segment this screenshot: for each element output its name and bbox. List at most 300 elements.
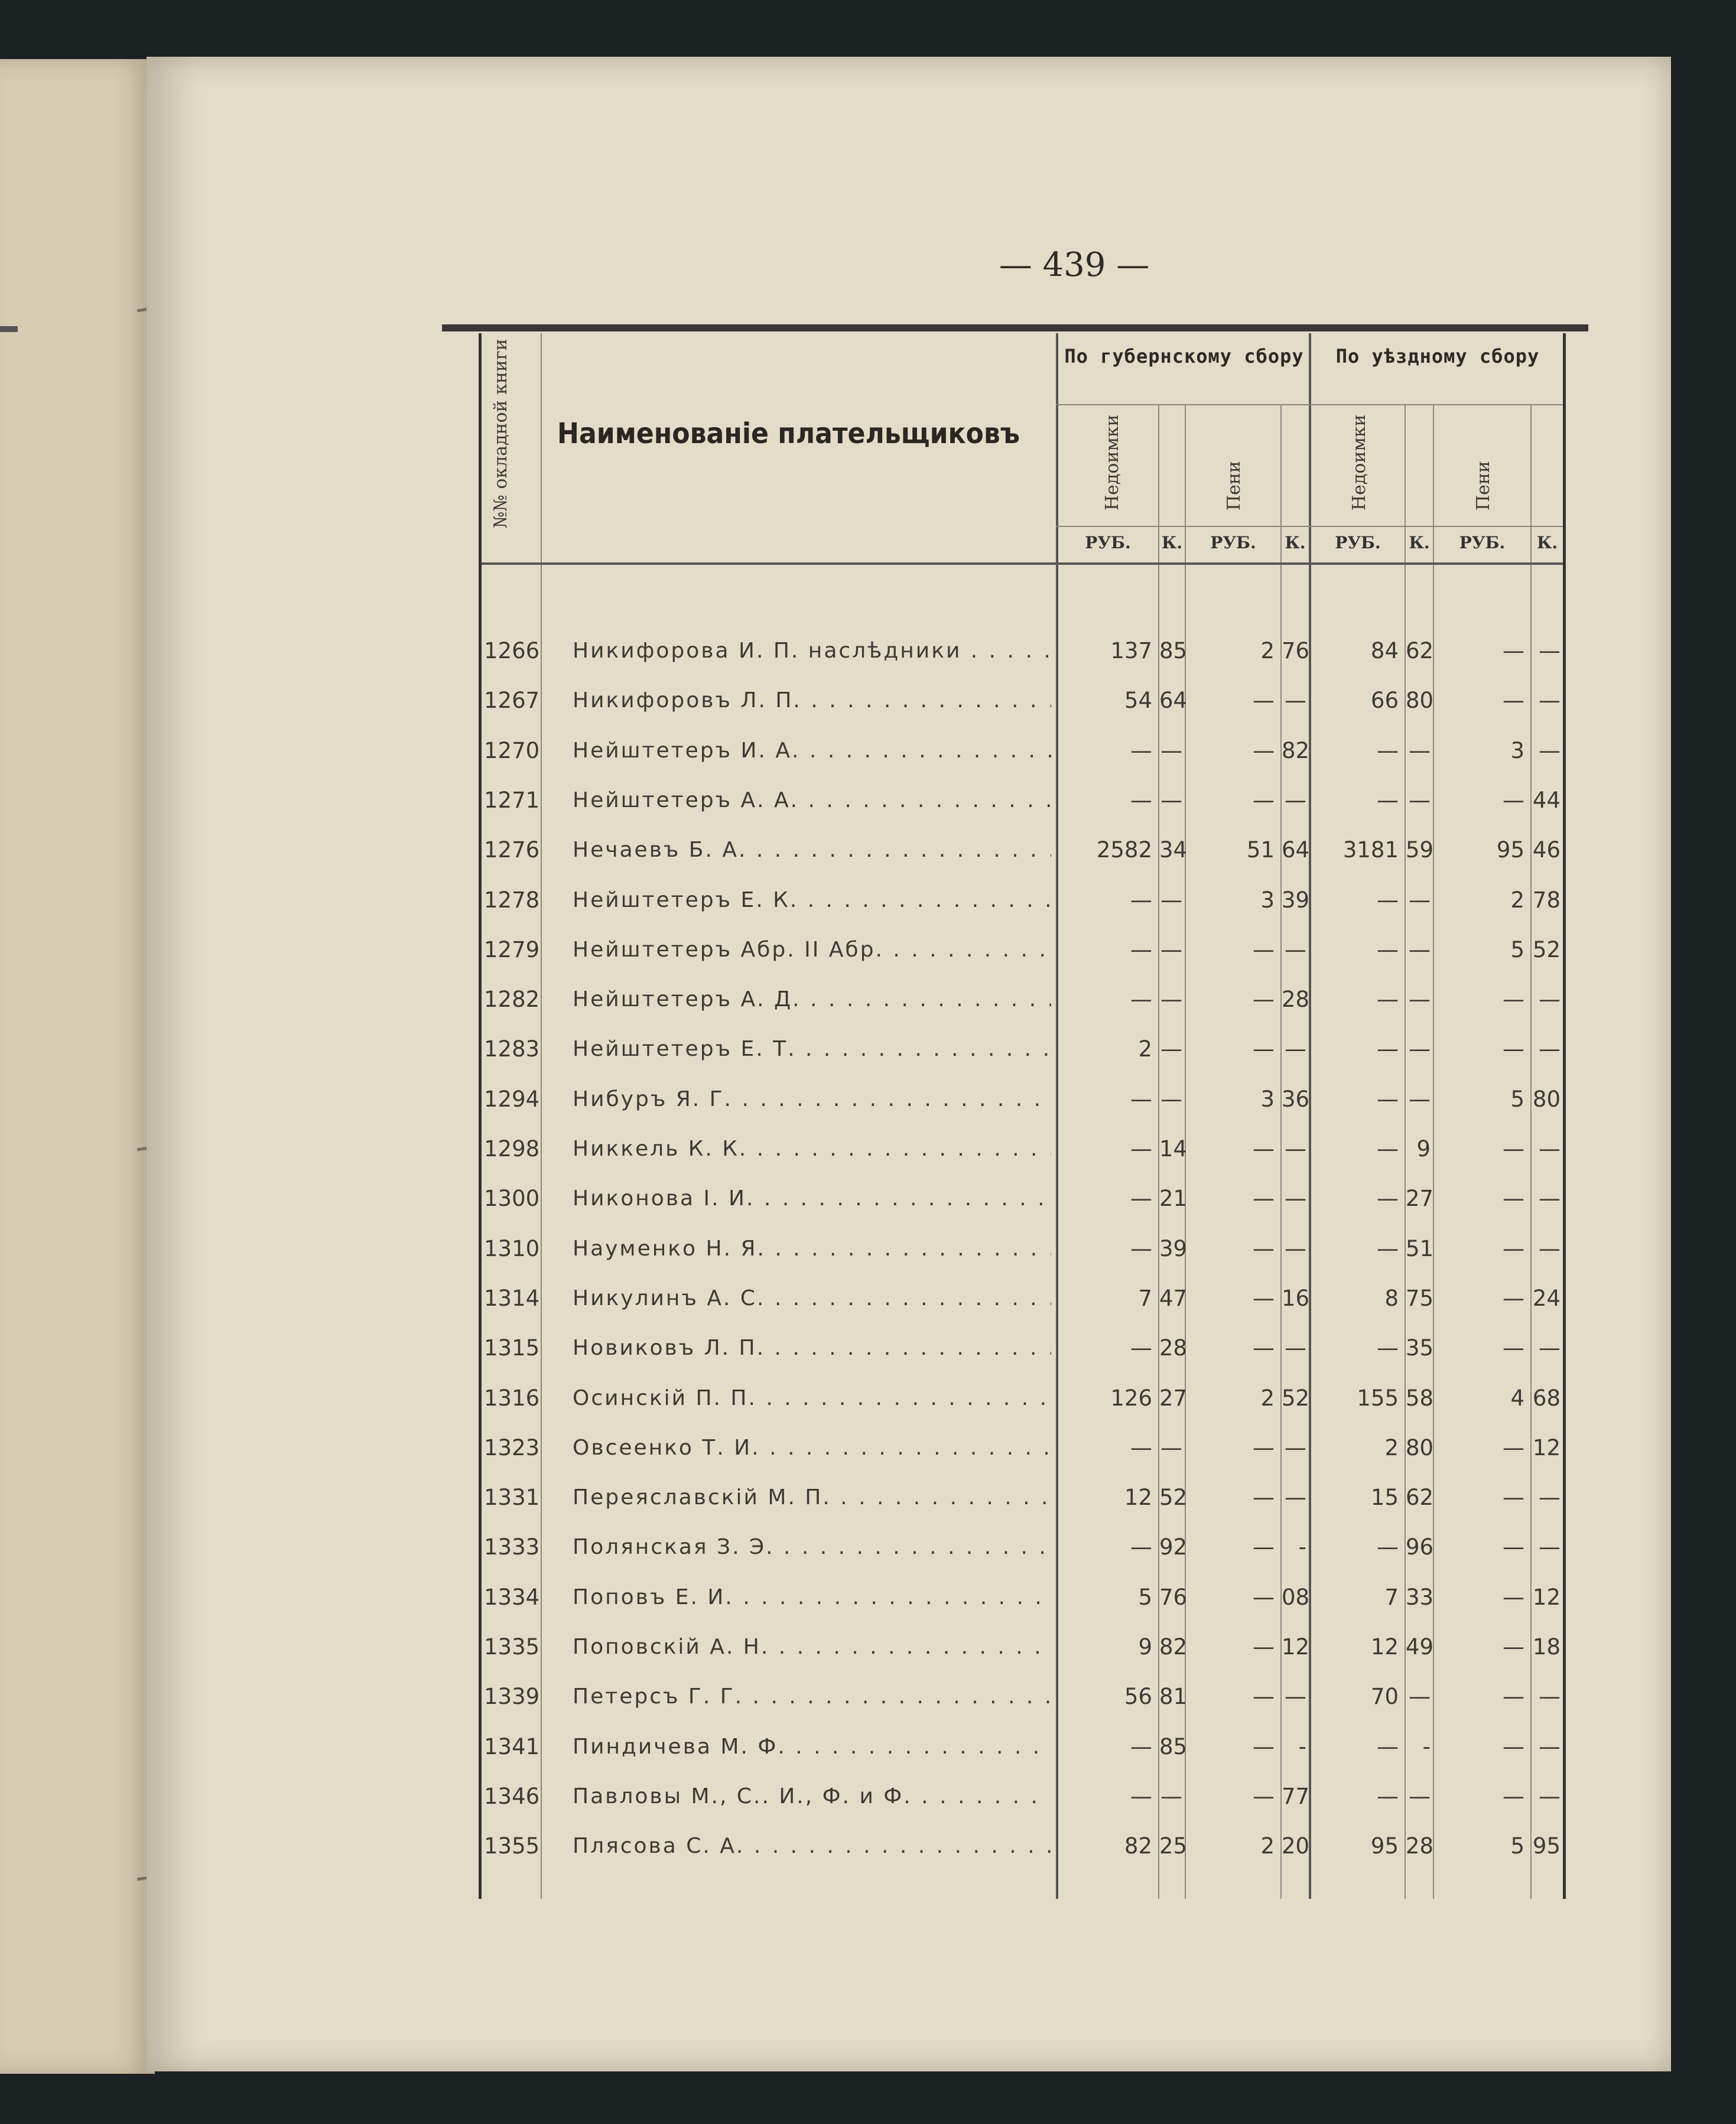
gub-nedoimki-rub-cell: — bbox=[1130, 1534, 1152, 1560]
gub-peni-kop-cell: 16 bbox=[1282, 1285, 1310, 1311]
gub-peni-kop-cell: — bbox=[1285, 1235, 1306, 1261]
book-number-cell: 1310 bbox=[484, 1235, 540, 1261]
table-row bbox=[482, 776, 1563, 825]
table-row bbox=[482, 825, 1563, 875]
payer-name-cell: Нейштетеръ Е. Т. . . . bbox=[573, 1024, 1051, 1074]
gub-peni-kop-cell: — bbox=[1285, 1186, 1306, 1212]
table-row bbox=[482, 1821, 1563, 1871]
uezd-nedoimki-kop-cell: 33 bbox=[1406, 1584, 1434, 1610]
uezd-peni-header: Пени bbox=[1473, 461, 1494, 510]
gub-peni-kop-cell: 77 bbox=[1282, 1783, 1310, 1809]
uezd-peni-rub-cell: — bbox=[1503, 1036, 1524, 1062]
uezd-peni-kop-cell: 44 bbox=[1532, 787, 1561, 813]
uezd-peni-kop-cell: — bbox=[1539, 987, 1561, 1013]
table-row bbox=[482, 1323, 1563, 1373]
gub-peni-kop-cell: 20 bbox=[1282, 1833, 1310, 1859]
table-row bbox=[482, 876, 1563, 925]
uezd-peni-rub-cell: — bbox=[1503, 1485, 1524, 1511]
gub-nedoimki-kop-cell: 27 bbox=[1159, 1385, 1188, 1411]
payer-name-cell: Нибуръ Я. Г. . . . bbox=[573, 1075, 1051, 1124]
uezd-nedoimki-rub-cell: 95 bbox=[1370, 1833, 1399, 1859]
gub-nedoimki-rub-cell: 82 bbox=[1124, 1833, 1152, 1859]
uezd-peni-rub-cell: — bbox=[1503, 1534, 1524, 1560]
gub-peni-kop-cell: — bbox=[1285, 1435, 1306, 1461]
uezd-peni-rub-cell: — bbox=[1503, 1684, 1524, 1710]
uezd-peni-rub-cell: — bbox=[1503, 987, 1524, 1013]
uezd-peni-rub-cell: — bbox=[1503, 1186, 1524, 1212]
gub-peni-rub-cell: — bbox=[1253, 936, 1275, 962]
book-number-cell: 1278 bbox=[484, 887, 540, 913]
book-number-cell: 1266 bbox=[484, 638, 540, 663]
gub-nedoimki-kop-cell: 92 bbox=[1159, 1534, 1188, 1560]
gub-nedoimki-kop-cell: 85 bbox=[1159, 638, 1188, 663]
uezd-nedoimki-kop-cell: 62 bbox=[1406, 638, 1434, 663]
gub-peni-kop-cell: - bbox=[1298, 1534, 1306, 1560]
uezd-peni-kop-cell: — bbox=[1539, 1036, 1561, 1062]
kop-subheader: К. bbox=[1161, 533, 1183, 552]
kop-subheader: К. bbox=[1285, 533, 1306, 552]
payer-name-cell: Полянская З. Э. . . . bbox=[573, 1523, 1051, 1572]
payer-name-cell: Поповъ Е. И. . . . bbox=[573, 1573, 1051, 1622]
payer-name-cell: Новиковъ Л. П. . . . bbox=[573, 1323, 1051, 1373]
uezd-nedoimki-kop-cell: 59 bbox=[1406, 837, 1434, 863]
uezd-peni-kop-cell: — bbox=[1539, 1136, 1561, 1162]
uezd-peni-rub-cell: 95 bbox=[1496, 837, 1524, 863]
table-row bbox=[482, 1772, 1563, 1821]
uezd-nedoimki-rub-cell: 84 bbox=[1370, 638, 1399, 663]
gub-nedoimki-kop-cell: 25 bbox=[1159, 1833, 1188, 1859]
gub-nedoimki-kop-cell: 28 bbox=[1159, 1335, 1188, 1361]
gub-nedoimki-header: Недоимки bbox=[1102, 414, 1123, 510]
gub-peni-kop-cell: — bbox=[1285, 787, 1306, 813]
uezd-peni-kop-cell: 46 bbox=[1532, 837, 1561, 863]
gub-nedoimki-kop-cell: 64 bbox=[1159, 688, 1188, 714]
top-rule bbox=[442, 324, 1588, 331]
gub-peni-kop-cell: — bbox=[1285, 936, 1306, 962]
uezd-peni-rub-cell: — bbox=[1503, 1285, 1524, 1311]
uezd-peni-rub-cell: — bbox=[1503, 1584, 1524, 1610]
payer-name-cell: Нечаевъ Б. А. . . . bbox=[573, 825, 1051, 875]
uezd-peni-kop-cell: — bbox=[1539, 737, 1561, 763]
uezd-nedoimki-header: Недоимки bbox=[1349, 414, 1370, 510]
payer-name-cell: Никифоровъ Л. П. . . . bbox=[573, 676, 1051, 726]
kop-subheader: К. bbox=[1409, 533, 1430, 552]
uezd-nedoimki-rub-cell: — bbox=[1377, 1783, 1399, 1809]
uezd-peni-rub-cell: 2 bbox=[1510, 887, 1524, 913]
uezd-nedoimki-rub-cell: — bbox=[1377, 737, 1399, 763]
book-number-cell: 1315 bbox=[484, 1335, 540, 1361]
table-row bbox=[482, 925, 1563, 975]
gub-nedoimki-kop-cell: 76 bbox=[1159, 1584, 1188, 1610]
payer-name-cell: Павловы М., С.. И., Ф. и Ф. . . . bbox=[573, 1772, 1051, 1821]
payer-name-cell: Нейштетеръ И. А. . . . bbox=[573, 726, 1051, 776]
payer-name-cell: Переяславскій М. П. . . . bbox=[573, 1473, 1051, 1523]
payer-name-cell: Никулинъ А. С. . . . bbox=[573, 1274, 1051, 1323]
gub-nedoimki-rub-cell: — bbox=[1130, 887, 1152, 913]
uezd-peni-kop-cell: 80 bbox=[1532, 1086, 1561, 1112]
uezd-nedoimki-rub-cell: 155 bbox=[1357, 1385, 1399, 1411]
book-number-cell: 1333 bbox=[484, 1534, 540, 1560]
uezd-nedoimki-kop-cell: 80 bbox=[1406, 688, 1434, 714]
uezd-nedoimki-kop-cell: 9 bbox=[1416, 1136, 1431, 1162]
uezd-peni-rub-cell: — bbox=[1503, 1634, 1524, 1660]
uezd-peni-rub-cell: — bbox=[1503, 1335, 1524, 1361]
uezd-peni-rub-cell: 5 bbox=[1510, 936, 1524, 962]
page bbox=[147, 57, 1671, 2071]
uezd-nedoimki-kop-cell: — bbox=[1409, 1086, 1431, 1112]
book-number-cell: 1271 bbox=[484, 787, 540, 813]
book-number-cell: 1294 bbox=[484, 1086, 540, 1112]
gub-peni-rub-cell: 2 bbox=[1260, 1385, 1275, 1411]
uezd-nedoimki-rub-cell: — bbox=[1377, 1036, 1399, 1062]
book-number-cell: 1267 bbox=[484, 688, 540, 714]
uezd-nedoimki-rub-cell: — bbox=[1377, 936, 1399, 962]
uezd-nedoimki-rub-cell: — bbox=[1377, 1235, 1399, 1261]
uezd-nedoimki-rub-cell: 70 bbox=[1370, 1684, 1399, 1710]
gub-nedoimki-kop-cell: 85 bbox=[1159, 1733, 1188, 1759]
table-row bbox=[482, 726, 1563, 776]
payer-name-cell: Петерсъ Г. Г. . . . bbox=[573, 1672, 1051, 1722]
left-page-rule bbox=[0, 326, 18, 332]
table-row bbox=[482, 1075, 1563, 1124]
uezd-nedoimki-rub-cell: — bbox=[1377, 1086, 1399, 1112]
gub-peni-kop-cell: 39 bbox=[1282, 887, 1310, 913]
uezd-nedoimki-rub-cell: — bbox=[1377, 987, 1399, 1013]
uezd-peni-kop-cell: 52 bbox=[1532, 936, 1561, 962]
uezd-nedoimki-rub-cell: 15 bbox=[1370, 1485, 1399, 1511]
gub-peni-kop-cell: 82 bbox=[1282, 737, 1310, 763]
book-number-cell: 1335 bbox=[484, 1634, 540, 1660]
payers-name-header: Наименованіе плательщиковъ bbox=[557, 417, 1020, 450]
payer-name-cell: Нейштетеръ А. А. . . . bbox=[573, 776, 1051, 825]
gub-peni-kop-cell: - bbox=[1298, 1733, 1306, 1759]
kop-subheader: К. bbox=[1536, 533, 1558, 552]
gub-nedoimki-kop-cell: — bbox=[1160, 1086, 1182, 1112]
header-divider bbox=[1056, 526, 1563, 527]
table-row bbox=[482, 1423, 1563, 1473]
table-row bbox=[482, 676, 1563, 726]
uezd-peni-kop-cell: — bbox=[1539, 1684, 1561, 1710]
uezd-peni-rub-cell: — bbox=[1503, 1435, 1524, 1461]
table-row bbox=[482, 1573, 1563, 1622]
uezd-peni-rub-cell: 5 bbox=[1510, 1086, 1524, 1112]
rub-subheader: РУБ. bbox=[1335, 533, 1381, 552]
table-row bbox=[482, 1124, 1563, 1174]
uezd-nedoimki-rub-cell: — bbox=[1377, 1733, 1399, 1759]
gub-peni-kop-cell: 12 bbox=[1282, 1634, 1310, 1660]
book-number-cell: 1298 bbox=[484, 1136, 540, 1162]
payer-name-cell: Никифорова И. П. наслѣдники . . . bbox=[573, 626, 1051, 676]
uezd-nedoimki-rub-cell: — bbox=[1377, 1186, 1399, 1212]
payer-name-cell: Поповскій А. Н. . . . bbox=[573, 1622, 1051, 1672]
rub-subheader: РУБ. bbox=[1085, 533, 1131, 552]
table-row bbox=[482, 1174, 1563, 1224]
gub-peni-rub-cell: — bbox=[1253, 1783, 1275, 1809]
gub-peni-rub-cell: — bbox=[1253, 1435, 1275, 1461]
gub-nedoimki-rub-cell: 56 bbox=[1124, 1684, 1152, 1710]
gub-peni-kop-cell: 52 bbox=[1282, 1385, 1310, 1411]
table-row bbox=[482, 1374, 1563, 1423]
gub-peni-rub-cell: — bbox=[1253, 1335, 1275, 1361]
table-row bbox=[482, 1672, 1563, 1722]
gub-nedoimki-kop-cell: — bbox=[1160, 987, 1182, 1013]
uezd-peni-rub-cell: — bbox=[1503, 787, 1524, 813]
uezd-nedoimki-kop-cell: — bbox=[1409, 1684, 1431, 1710]
gub-nedoimki-rub-cell: — bbox=[1130, 737, 1152, 763]
table-row bbox=[482, 1274, 1563, 1323]
uezd-peni-kop-cell: 78 bbox=[1532, 887, 1561, 913]
uezd-nedoimki-kop-cell: 80 bbox=[1406, 1435, 1434, 1461]
gub-peni-rub-cell: — bbox=[1253, 1684, 1275, 1710]
gub-peni-rub-cell: — bbox=[1253, 1285, 1275, 1311]
table-row bbox=[482, 1473, 1563, 1523]
uezd-nedoimki-kop-cell: 75 bbox=[1406, 1285, 1434, 1311]
gub-peni-rub-cell: — bbox=[1253, 1584, 1275, 1610]
uezd-peni-kop-cell: 95 bbox=[1532, 1833, 1561, 1859]
uezd-nedoimki-kop-cell: — bbox=[1409, 1783, 1431, 1809]
book-number-cell: 1279 bbox=[484, 936, 540, 962]
uezd-peni-kop-cell: — bbox=[1539, 1534, 1561, 1560]
book-number-cell: 1341 bbox=[484, 1733, 540, 1759]
uezd-nedoimki-kop-cell: - bbox=[1422, 1733, 1431, 1759]
gub-nedoimki-kop-cell: 14 bbox=[1159, 1136, 1188, 1162]
payer-name-cell: Нейштетеръ А. Д. . . . bbox=[573, 975, 1051, 1024]
uezd-nedoimki-kop-cell: — bbox=[1409, 936, 1431, 962]
uezd-peni-rub-cell: 3 bbox=[1510, 737, 1524, 763]
gub-nedoimki-rub-cell: 137 bbox=[1110, 638, 1152, 663]
gub-nedoimki-kop-cell: 34 bbox=[1159, 837, 1188, 863]
book-number-cell: 1316 bbox=[484, 1385, 540, 1411]
gub-nedoimki-rub-cell: 9 bbox=[1138, 1634, 1152, 1660]
rub-subheader: РУБ. bbox=[1459, 533, 1506, 552]
gub-peni-rub-cell: — bbox=[1253, 987, 1275, 1013]
gub-nedoimki-rub-cell: — bbox=[1130, 1335, 1152, 1361]
table-row bbox=[482, 1722, 1563, 1772]
uezd-peni-kop-cell: 68 bbox=[1532, 1385, 1561, 1411]
gub-peni-kop-cell: 36 bbox=[1282, 1086, 1310, 1112]
uezd-peni-kop-cell: 24 bbox=[1532, 1285, 1561, 1311]
uezd-peni-kop-cell: — bbox=[1539, 1186, 1561, 1212]
gub-peni-rub-cell: 51 bbox=[1246, 837, 1275, 863]
uezd-peni-kop-cell: — bbox=[1539, 638, 1561, 663]
book-number-cell: 1270 bbox=[484, 737, 540, 763]
gub-peni-rub-cell: 2 bbox=[1260, 1833, 1275, 1859]
gub-peni-kop-cell: 08 bbox=[1282, 1584, 1310, 1610]
uezd-nedoimki-kop-cell: 58 bbox=[1406, 1385, 1434, 1411]
payer-name-cell: Пиндичева М. Ф. . . . bbox=[573, 1722, 1051, 1772]
uezd-peni-rub-cell: — bbox=[1503, 1235, 1524, 1261]
gub-peni-rub-cell: 3 bbox=[1260, 1086, 1275, 1112]
payer-name-cell: Никонова І. И. . . . bbox=[573, 1174, 1051, 1224]
book-number-cell: 1282 bbox=[484, 987, 540, 1013]
gub-peni-rub-cell: — bbox=[1253, 1186, 1275, 1212]
gub-nedoimki-kop-cell: 82 bbox=[1159, 1634, 1188, 1660]
gub-peni-rub-cell: — bbox=[1253, 1235, 1275, 1261]
ledger-table bbox=[479, 333, 1566, 1899]
book-number-cell: 1355 bbox=[484, 1833, 540, 1859]
gub-peni-header: Пени bbox=[1224, 461, 1244, 510]
gub-nedoimki-rub-cell: — bbox=[1130, 1235, 1152, 1261]
gub-peni-rub-cell: — bbox=[1253, 1733, 1275, 1759]
uezd-nedoimki-kop-cell: 28 bbox=[1406, 1833, 1434, 1859]
book-number-cell: 1339 bbox=[484, 1684, 540, 1710]
gub-peni-rub-cell: — bbox=[1253, 1534, 1275, 1560]
uezd-nedoimki-rub-cell: 66 bbox=[1370, 688, 1399, 714]
gub-peni-kop-cell: — bbox=[1285, 688, 1306, 714]
gub-nedoimki-rub-cell: — bbox=[1130, 987, 1152, 1013]
page-number: — 439 — bbox=[999, 246, 1150, 284]
uezd-nedoimki-kop-cell: — bbox=[1409, 737, 1431, 763]
gub-nedoimki-kop-cell: — bbox=[1160, 1783, 1182, 1809]
gub-peni-kop-cell: 76 bbox=[1282, 638, 1310, 663]
uezd-peni-kop-cell: 12 bbox=[1532, 1584, 1561, 1610]
uezd-peni-rub-cell: 4 bbox=[1510, 1385, 1524, 1411]
payer-name-cell: Никкель К. К. . . . bbox=[573, 1124, 1051, 1174]
gub-nedoimki-kop-cell: 21 bbox=[1159, 1186, 1188, 1212]
gub-nedoimki-rub-cell: — bbox=[1130, 1136, 1152, 1162]
gub-peni-rub-cell: 2 bbox=[1260, 638, 1275, 663]
gub-nedoimki-kop-cell: 81 bbox=[1159, 1684, 1188, 1710]
gub-nedoimki-rub-cell: 54 bbox=[1124, 688, 1152, 714]
left-page-edge bbox=[0, 59, 155, 2074]
gub-peni-kop-cell: — bbox=[1285, 1136, 1306, 1162]
gub-peni-rub-cell: — bbox=[1253, 787, 1275, 813]
gub-nedoimki-rub-cell: 12 bbox=[1124, 1485, 1152, 1511]
uezd-nedoimki-kop-cell: 49 bbox=[1406, 1634, 1434, 1660]
gub-peni-kop-cell: — bbox=[1285, 1335, 1306, 1361]
gub-peni-kop-cell: — bbox=[1285, 1485, 1306, 1511]
uezd-peni-kop-cell: 18 bbox=[1532, 1634, 1561, 1660]
gub-peni-rub-cell: — bbox=[1253, 688, 1275, 714]
gub-nedoimki-rub-cell: — bbox=[1130, 787, 1152, 813]
payer-name-cell: Плясова С. А. . . . bbox=[573, 1821, 1051, 1871]
gub-nedoimki-rub-cell: — bbox=[1130, 1186, 1152, 1212]
payer-name-cell: Осинскій П. П. . . . bbox=[573, 1374, 1051, 1423]
uezd-peni-kop-cell: — bbox=[1539, 1783, 1561, 1809]
uezd-peni-kop-cell: — bbox=[1539, 688, 1561, 714]
gub-nedoimki-rub-cell: — bbox=[1130, 1086, 1152, 1112]
table-row bbox=[482, 626, 1563, 676]
uezd-peni-kop-cell: 12 bbox=[1532, 1435, 1561, 1461]
book-number-cell: 1323 bbox=[484, 1435, 540, 1461]
table-row bbox=[482, 1224, 1563, 1274]
uezd-peni-kop-cell: — bbox=[1539, 1235, 1561, 1261]
header-divider bbox=[1056, 404, 1563, 405]
gub-peni-kop-cell: — bbox=[1285, 1036, 1306, 1062]
book-number-header: №№ окладной книги bbox=[490, 339, 511, 528]
uezd-nedoimki-kop-cell: — bbox=[1409, 887, 1431, 913]
book-number-cell: 1334 bbox=[484, 1584, 540, 1610]
book-number-cell: 1314 bbox=[484, 1285, 540, 1311]
gub-nedoimki-rub-cell: — bbox=[1130, 1733, 1152, 1759]
gub-nedoimki-kop-cell: — bbox=[1160, 787, 1182, 813]
gub-peni-rub-cell: — bbox=[1253, 737, 1275, 763]
gub-sbor-header: По губернскому сбору bbox=[1064, 345, 1304, 367]
table-row bbox=[482, 1024, 1563, 1074]
uezd-nedoimki-kop-cell: — bbox=[1409, 787, 1431, 813]
book-number-cell: 1346 bbox=[484, 1783, 540, 1809]
uezd-nedoimki-kop-cell: — bbox=[1409, 1036, 1431, 1062]
uezd-nedoimki-rub-cell: 8 bbox=[1384, 1285, 1399, 1311]
gub-nedoimki-kop-cell: 39 bbox=[1159, 1235, 1188, 1261]
gub-nedoimki-rub-cell: — bbox=[1130, 936, 1152, 962]
gub-nedoimki-rub-cell: 2 bbox=[1138, 1036, 1152, 1062]
uezd-peni-rub-cell: 5 bbox=[1510, 1833, 1524, 1859]
uezd-nedoimki-rub-cell: 7 bbox=[1384, 1584, 1399, 1610]
uezd-nedoimki-kop-cell: 62 bbox=[1406, 1485, 1434, 1511]
gub-peni-kop-cell: 64 bbox=[1282, 837, 1310, 863]
header-bottom-rule bbox=[482, 562, 1563, 565]
gub-nedoimki-kop-cell: — bbox=[1160, 936, 1182, 962]
gub-nedoimki-rub-cell: 7 bbox=[1138, 1285, 1152, 1311]
gub-nedoimki-kop-cell: — bbox=[1160, 737, 1182, 763]
gub-nedoimki-kop-cell: 47 bbox=[1159, 1285, 1188, 1311]
uezd-sbor-header: По уѣздному сбору bbox=[1335, 345, 1540, 367]
uezd-nedoimki-kop-cell: — bbox=[1409, 987, 1431, 1013]
gub-nedoimki-rub-cell: 2582 bbox=[1096, 837, 1152, 863]
payer-name-cell: Нейштетеръ Е. К. . . . bbox=[573, 876, 1051, 925]
uezd-nedoimki-rub-cell: — bbox=[1377, 1534, 1399, 1560]
uezd-peni-rub-cell: — bbox=[1503, 638, 1524, 663]
uezd-nedoimki-rub-cell: 12 bbox=[1370, 1634, 1399, 1660]
gub-peni-rub-cell: 3 bbox=[1260, 887, 1275, 913]
uezd-peni-kop-cell: — bbox=[1539, 1733, 1561, 1759]
uezd-nedoimki-rub-cell: — bbox=[1377, 887, 1399, 913]
uezd-peni-rub-cell: — bbox=[1503, 1783, 1524, 1809]
uezd-nedoimki-kop-cell: 35 bbox=[1406, 1335, 1434, 1361]
gub-nedoimki-rub-cell: — bbox=[1130, 1783, 1152, 1809]
uezd-nedoimki-kop-cell: 27 bbox=[1406, 1186, 1434, 1212]
payer-name-cell: Овсеенко Т. И. . . . bbox=[573, 1423, 1051, 1473]
uezd-peni-rub-cell: — bbox=[1503, 688, 1524, 714]
table-row bbox=[482, 1622, 1563, 1672]
book-number-cell: 1276 bbox=[484, 837, 540, 863]
gub-peni-rub-cell: — bbox=[1253, 1485, 1275, 1511]
uezd-nedoimki-rub-cell: — bbox=[1377, 787, 1399, 813]
gub-peni-kop-cell: 28 bbox=[1282, 987, 1310, 1013]
table-row bbox=[482, 1523, 1563, 1572]
gub-peni-rub-cell: — bbox=[1253, 1036, 1275, 1062]
uezd-nedoimki-rub-cell: — bbox=[1377, 1335, 1399, 1361]
uezd-nedoimki-rub-cell: 2 bbox=[1384, 1435, 1399, 1461]
gub-nedoimki-rub-cell: 5 bbox=[1138, 1584, 1152, 1610]
gub-peni-kop-cell: — bbox=[1285, 1684, 1306, 1710]
gub-nedoimki-kop-cell: — bbox=[1160, 1435, 1182, 1461]
payer-name-cell: Науменко Н. Я. . . . bbox=[573, 1224, 1051, 1274]
rub-subheader: РУБ. bbox=[1210, 533, 1256, 552]
uezd-nedoimki-kop-cell: 96 bbox=[1406, 1534, 1434, 1560]
uezd-nedoimki-rub-cell: 3181 bbox=[1342, 837, 1399, 863]
uezd-peni-kop-cell: — bbox=[1539, 1335, 1561, 1361]
gub-nedoimki-kop-cell: — bbox=[1160, 1036, 1182, 1062]
gub-peni-rub-cell: — bbox=[1253, 1136, 1275, 1162]
book-number-cell: 1331 bbox=[484, 1485, 540, 1511]
gub-nedoimki-kop-cell: 52 bbox=[1159, 1485, 1188, 1511]
uezd-peni-kop-cell: — bbox=[1539, 1485, 1561, 1511]
uezd-peni-rub-cell: — bbox=[1503, 1733, 1524, 1759]
gub-nedoimki-rub-cell: — bbox=[1130, 1435, 1152, 1461]
payer-name-cell: Нейштетеръ Абр. II Абр. . . . bbox=[573, 925, 1051, 975]
book-number-cell: 1300 bbox=[484, 1186, 540, 1212]
uezd-peni-rub-cell: — bbox=[1503, 1136, 1524, 1162]
gub-nedoimki-rub-cell: 126 bbox=[1110, 1385, 1152, 1411]
book-number-cell: 1283 bbox=[484, 1036, 540, 1062]
uezd-nedoimki-rub-cell: — bbox=[1377, 1136, 1399, 1162]
table-row bbox=[482, 975, 1563, 1024]
gub-peni-rub-cell: — bbox=[1253, 1634, 1275, 1660]
uezd-nedoimki-kop-cell: 51 bbox=[1406, 1235, 1434, 1261]
gub-nedoimki-kop-cell: — bbox=[1160, 887, 1182, 913]
